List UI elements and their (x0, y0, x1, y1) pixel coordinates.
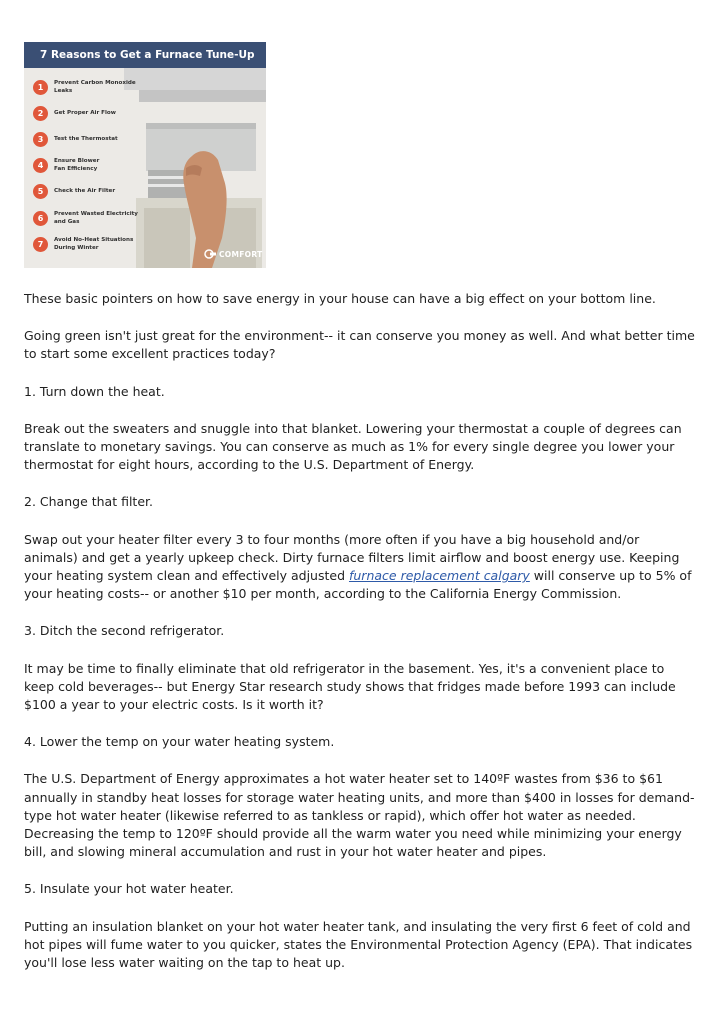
paragraph: It may be time to finally eliminate that old refrigerator in the basement. Yes, it's a convenient place to keep cold beverages-- but Energy Star research study shows that fridges made before 1993 can include $100 a year to your electric costs. Is it worth it? (24, 660, 676, 713)
reason-text: Get Proper Air Flow (54, 109, 116, 116)
reason-text: Avoid No-Heat Situations During Winter (54, 237, 134, 251)
comfort-logo (204, 249, 263, 259)
infographic-title: 7 Reasons to Get a Furnace Tune-Up (24, 42, 266, 68)
reason-number: 4 (33, 158, 48, 173)
reason-item-2 (33, 106, 139, 121)
reason-item-5 (33, 184, 139, 199)
reason-text: Ensure Blower Fan Efficiency (54, 158, 100, 172)
paragraph-text: Swap out your heater filter every 3 to four months (more often if you have a big household and/or animals) and get a yearly upkeep check. Dirty furnace filters limit airflow and boost energy use. Keeping your heating system clean and effectively adjusted (24, 531, 680, 584)
reason-number: 6 (33, 211, 48, 226)
reason-number: 1 (33, 80, 48, 95)
furnace-infographic (24, 42, 266, 268)
reason-number: 7 (33, 237, 48, 252)
paragraph: Putting an insulation blanket on your hot water heater tank, and insulating the very first 6 feet of cold and hot pipes will fume water to you quicker, states the Environmental Protection Agency (EPA). That indicates you'll lose less water waiting on the tap to heat up. (24, 918, 693, 971)
section-heading: 3. Ditch the second refrigerator. (24, 623, 225, 639)
paragraph-with-link (24, 531, 696, 604)
reason-item-6 (33, 211, 139, 226)
reason-item-1 (33, 80, 139, 95)
paragraph-text: will conserve up to 5% of your heating costs-- or another $10 per month, according to the California Energy Commission. (24, 568, 692, 602)
reason-item-3 (33, 132, 139, 147)
section-heading: 4. Lower the temp on your water heating system. (24, 734, 335, 750)
furnace-replacement-link[interactable]: furnace replacement calgary (348, 568, 530, 584)
section-heading: 1. Turn down the heat. (24, 383, 165, 399)
section-heading: 2. Change that filter. (24, 494, 153, 510)
reason-text: Prevent Wasted Electricity and Gas (54, 211, 138, 225)
paragraph: Going green isn't just great for the environment-- it can conserve you money as well. And what better time to start some excellent practices today? (24, 328, 695, 362)
reason-text: Check the Air Filter (54, 187, 116, 194)
paragraph: The U.S. Department of Energy approximates a hot water heater set to 140ºF wastes from $36 to $61 annually in standby heat losses for storage water heating units, and more than $400 in losses for demand-type hot water heater (likewise referred to as tankless or rapid), which offer hot water as needed. Decreasing the temp to 120ºF should provide all the warm water you need while minimizing your energy bill, and slowing mineral accumulation and rust in your hot water heater and pipes. (24, 771, 695, 860)
reason-text: Test the Thermostat (54, 135, 118, 142)
logo-mark-icon (204, 249, 216, 259)
reason-item-7 (33, 237, 139, 252)
logo-text: COMFORT (219, 249, 263, 259)
reason-text: Prevent Carbon Monoxide Leaks (54, 80, 136, 94)
reason-number: 3 (33, 132, 48, 147)
section-heading: 5. Insulate your hot water heater. (24, 881, 234, 897)
paragraph: These basic pointers on how to save energy in your house can have a big effect on your bottom line. (24, 291, 656, 306)
reasons-list (24, 42, 266, 268)
article-body (24, 290, 696, 991)
reason-item-4 (33, 158, 139, 173)
reason-number: 2 (33, 106, 48, 121)
paragraph: Break out the sweaters and snuggle into that blanket. Lowering your thermostat a couple of degrees can translate to monetary savings. You can conserve as much as 1% for every single degree you lower your thermostat for eight hours, according to the U.S. Department of Energy. (24, 420, 682, 473)
reason-number: 5 (33, 184, 48, 199)
